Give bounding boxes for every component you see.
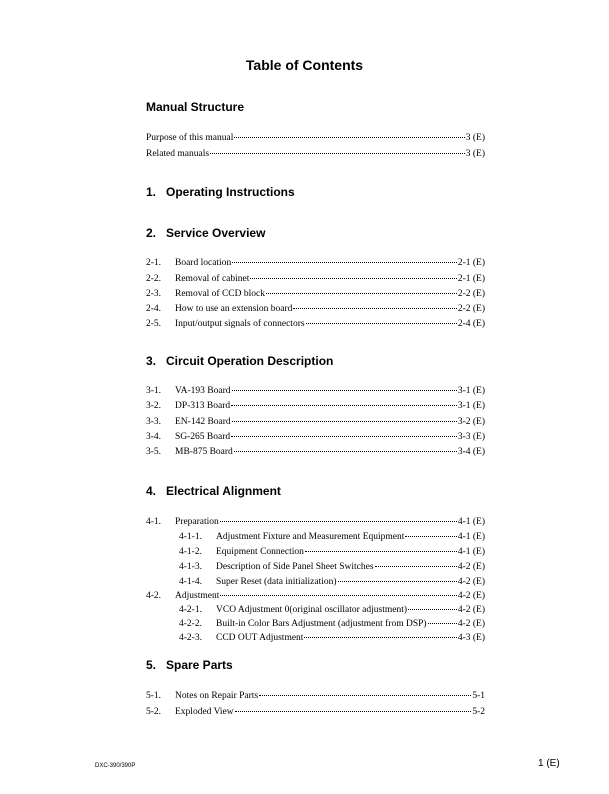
dot-leader (408, 600, 457, 610)
section-number: 4. (146, 484, 157, 498)
dot-leader (234, 128, 464, 138)
entry-label: Adjustment (175, 591, 220, 601)
entry-page: 3-3 (E) (457, 432, 485, 442)
dot-leader (234, 442, 457, 452)
section-number: 2. (146, 226, 157, 240)
toc-entry[interactable] (146, 316, 485, 330)
entry-label: Description of Side Panel Sheet Switches (216, 562, 374, 572)
toc-entry[interactable] (146, 130, 485, 144)
entry-label: Super Reset (data initialization) (216, 577, 337, 587)
entry-page: 5-1 (472, 691, 485, 701)
section-heading-text: Manual Structure (146, 100, 245, 114)
entry-label: Board location (175, 258, 232, 268)
dot-leader (232, 381, 457, 391)
entry-label: Removal of cabinet (175, 274, 250, 284)
entry-label: EN-142 Board (175, 417, 231, 427)
manual-structure-heading (146, 100, 244, 114)
entry-label: Adjustment Fixture and Measurement Equipment (216, 532, 405, 542)
entry-page: 4-2 (E) (457, 577, 485, 587)
footer-page-number: 1 (E) (538, 758, 560, 769)
entry-number: 4-2-1. (179, 605, 202, 615)
entry-number: 2-3. (146, 289, 162, 299)
entry-number: 4-2. (146, 591, 162, 601)
entry-label: VA-193 Board (175, 386, 231, 396)
toc-entry[interactable] (146, 255, 485, 269)
toc-subentry[interactable] (179, 630, 485, 644)
toc-subentry[interactable] (179, 559, 485, 573)
section-number: 1. (146, 185, 157, 199)
entry-label: Built-in Color Bars Adjustment (adjustment from DSP) (216, 619, 427, 629)
dot-leader (266, 284, 457, 294)
toc-entry[interactable] (146, 286, 485, 300)
section-2-heading (146, 226, 265, 240)
entry-page: 2-2 (E) (457, 289, 485, 299)
toc-entry[interactable] (146, 301, 485, 315)
dot-leader (232, 253, 457, 263)
entry-page: 4-1 (E) (457, 532, 485, 542)
toc-subentry[interactable] (179, 544, 485, 558)
entry-label: DP-313 Board (175, 401, 231, 411)
entry-label: Exploded View (175, 707, 234, 717)
toc-entry[interactable] (146, 146, 485, 160)
entry-number: 3-5. (146, 447, 162, 457)
entry-number: 5-1. (146, 691, 162, 701)
entry-number: 2-4. (146, 304, 162, 314)
section-heading-text: Operating Instructions (166, 185, 295, 199)
dot-leader (375, 557, 457, 567)
toc-entry[interactable] (146, 704, 485, 718)
dot-leader (405, 527, 456, 537)
entry-page: 4-1 (E) (457, 517, 485, 527)
entry-label: VCO Adjustment 0(original oscillator adjustment) (216, 605, 408, 615)
entry-number: 3-3. (146, 417, 162, 427)
section-heading-text: Spare Parts (166, 658, 233, 672)
dot-leader (235, 702, 472, 712)
toc-entry[interactable] (146, 383, 485, 397)
entry-page: 2-1 (E) (457, 274, 485, 284)
toc-subentry[interactable] (179, 529, 485, 543)
toc-entry[interactable] (146, 514, 485, 528)
section-4-heading (146, 484, 281, 498)
entry-number: 3-4. (146, 432, 162, 442)
toc-entry[interactable] (146, 429, 485, 443)
entry-number: 2-5. (146, 319, 162, 329)
dot-leader (338, 572, 457, 582)
entry-label: Input/output signals of connectors (175, 319, 305, 329)
entry-number: 3-1. (146, 386, 162, 396)
section-heading-text: Service Overview (166, 226, 266, 240)
dot-leader (293, 299, 456, 309)
entry-page: 3-1 (E) (457, 386, 485, 396)
dot-leader (220, 586, 456, 596)
dot-leader (306, 314, 457, 324)
entry-number: 4-1-3. (179, 562, 202, 572)
entry-page: 2-4 (E) (457, 319, 485, 329)
entry-label: MB-875 Board (175, 447, 233, 457)
entry-page: 3-1 (E) (457, 401, 485, 411)
entry-page: 3-2 (E) (457, 417, 485, 427)
entry-number: 2-1. (146, 258, 162, 268)
entry-number: 4-2-3. (179, 633, 202, 643)
entry-label: CCD OUT Adjustment (216, 633, 304, 643)
entry-page: 3-4 (E) (457, 447, 485, 457)
dot-leader (305, 542, 457, 552)
entry-number: 3-2. (146, 401, 162, 411)
toc-entry[interactable] (146, 688, 485, 702)
entry-page: 4-3 (E) (457, 633, 485, 643)
toc-entry[interactable] (146, 414, 485, 428)
dot-leader (259, 686, 471, 696)
entry-label: Purpose of this manual (146, 133, 234, 143)
section-1-heading (146, 185, 295, 199)
dot-leader (250, 269, 456, 279)
entry-number: 4-2-2. (179, 619, 202, 629)
entry-page: 4-1 (E) (457, 547, 485, 557)
page-title: Table of Contents (245, 57, 364, 73)
entry-label: Equipment Connection (216, 547, 304, 557)
dot-leader (304, 628, 456, 638)
section-3-heading (146, 354, 333, 368)
entry-number: 4-1-1. (179, 532, 202, 542)
entry-label: Removal of CCD block (175, 289, 265, 299)
toc-entry[interactable] (146, 398, 485, 412)
entry-label: Notes on Repair Parts (175, 691, 259, 701)
entry-label: SG-265 Board (175, 432, 231, 442)
entry-number: 4-1-2. (179, 547, 202, 557)
entry-page: 5-2 (472, 707, 485, 717)
entry-page: 3 (E) (465, 149, 485, 159)
entry-number: 5-2. (146, 707, 162, 717)
toc-entry[interactable] (146, 444, 485, 458)
dot-leader (231, 427, 457, 437)
section-number: 3. (146, 354, 157, 368)
section-heading-text: Electrical Alignment (166, 484, 281, 498)
entry-number: 4-1-4. (179, 577, 202, 587)
entry-page: 4-2 (E) (457, 591, 485, 601)
toc-entry[interactable] (146, 271, 485, 285)
entry-page: 2-2 (E) (457, 304, 485, 314)
footer-model: DXC-390/390P (95, 763, 136, 769)
entry-page: 4-2 (E) (457, 619, 485, 629)
entry-number: 4-1. (146, 517, 162, 527)
entry-page: 4-2 (E) (457, 605, 485, 615)
entry-number: 2-2. (146, 274, 162, 284)
section-heading-text: Circuit Operation Description (166, 354, 334, 368)
entry-page: 4-2 (E) (457, 562, 485, 572)
dot-leader (428, 614, 457, 624)
entry-label: Related manuals (146, 149, 210, 159)
entry-page: 2-1 (E) (457, 258, 485, 268)
entry-label: Preparation (175, 517, 219, 527)
dot-leader (220, 512, 457, 522)
section-number: 5. (146, 658, 157, 672)
dot-leader (232, 412, 457, 422)
section-5-heading (146, 658, 233, 672)
entry-label: How to use an extension board (175, 304, 293, 314)
entry-page: 3 (E) (465, 133, 485, 143)
dot-leader (210, 144, 465, 154)
dot-leader (231, 396, 457, 406)
